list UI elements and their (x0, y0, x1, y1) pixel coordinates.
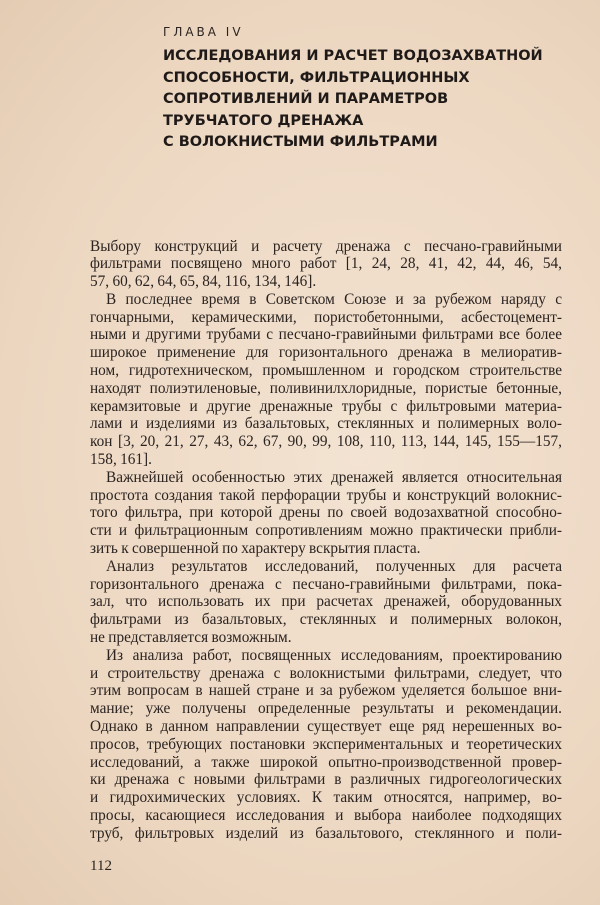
text-line: Однако в данном направлении существует еще ряд нерешенных во- (90, 718, 562, 736)
text-line: и строительству дренажа с волокнистыми фильтрами, следует, что (90, 664, 562, 682)
text-line: Выбору конструкций и расчету дренажа с песчано-гравийными (90, 237, 562, 255)
title-line: СПОСОБНОСТИ, ФИЛЬТРАЦИОННЫХ (163, 69, 470, 86)
text-line: Из анализа работ, посвященных исследованиям, проектированию (106, 646, 562, 664)
text-line: фильтрами посвящено много работ [1, 24, 28, 41, 42, 44, 46, 54, (90, 255, 562, 273)
text-line: простота создания такой перфорации трубы и конструкций волокнис- (90, 486, 562, 504)
text-line: просов, требующих постановки экспериментальных и теоретических (90, 735, 562, 753)
text-line: кон [3, 20, 21, 27, 43, 62, 67, 90, 99, 108, 110, 113, 144, 145, 155—157, (90, 433, 562, 451)
text-line: 158, 161]. (90, 451, 152, 469)
text-line: мание; уже получены определенные результаты и рекомендации. (90, 700, 562, 718)
title-line: ИССЛЕДОВАНИЯ И РАСЧЕТ ВОДОЗАХВАТНОЙ (163, 48, 543, 64)
text-line: находят полиэтиленовые, поливинилхлоридные, пористые бетонные, (90, 379, 562, 397)
paragraph (90, 558, 562, 647)
text-line: зал, что использовать их при расчетах дренажей, оборудованных (90, 593, 562, 611)
text-line: Анализ результатов исследований, полученных для расчета (106, 557, 562, 575)
paragraph (90, 238, 562, 291)
body-text (90, 238, 562, 843)
text-line: труб, фильтровых изделий из базальтового, стеклянного и поли- (90, 824, 562, 842)
chapter-title (163, 46, 553, 154)
text-line: и гидрохимических условиях. К таким относятся, например, во- (90, 789, 562, 807)
text-line: сти и фильтрационным сопротивлениям можно практически прибли- (90, 522, 562, 540)
text-line: лами и изделиями из базальтовых, стеклянных и полимерных воло- (90, 415, 562, 433)
text-line: В последнее время в Советском Союзе и за рубежом наряду с (106, 290, 562, 308)
title-line: С ВОЛОКНИСТЫМИ ФИЛЬТРАМИ (163, 134, 438, 150)
paragraph (90, 647, 562, 843)
chapter-label: ГЛАВА IV (163, 25, 244, 39)
text-line: фильтрами из базальтовых, стеклянных и полимерных волокон, (90, 611, 562, 629)
text-line: 57, 60, 62, 64, 65, 84, 116, 134, 146]. (90, 273, 317, 291)
title-line: ТРУБЧАТОГО ДРЕНАЖА (163, 112, 364, 129)
paragraph (90, 469, 562, 558)
text-line: Важнейшей особенностью этих дренажей является относительная (106, 468, 562, 486)
page-number: 112 (90, 857, 112, 874)
text-line: просы, касающиеся исследования и выбора наиболее подходящих (90, 807, 562, 824)
text-line: не представляется возможным. (90, 629, 292, 647)
text-line: гончарными, керамическими, пористобетонными, асбестоцемент- (90, 308, 562, 326)
text-line: того фильтра, при которой дрены по своей водозахватной способно- (90, 504, 562, 522)
text-line: исследований, а также широкой опытно-производственной провер- (90, 753, 562, 771)
title-line: СОПРОТИВЛЕНИЙ И ПАРАМЕТРОВ (163, 91, 449, 107)
text-line: ными и другими трубами с песчано-гравийными фильтрами все более (90, 326, 562, 344)
text-line: ном, гидротехническом, промышленном и городском строительстве (90, 362, 562, 380)
text-line: широкое применение для горизонтального дренажа в мелиоратив- (90, 344, 562, 362)
text-line: горизонтального дренажа с песчано-гравийными фильтрами, пока- (90, 575, 562, 593)
text-line: зить к совершенной по характеру вскрытия пласта. (90, 540, 421, 558)
text-line: этим вопросам в нашей стране и за рубежом уделяется большое вни- (90, 682, 562, 700)
text-line: керамзитовые и другие дренажные трубы с фильтровыми материа- (90, 397, 562, 415)
paragraph (90, 291, 562, 469)
text-line: ки дренажа с новыми фильтрами в различных гидрогеологических (90, 771, 562, 789)
